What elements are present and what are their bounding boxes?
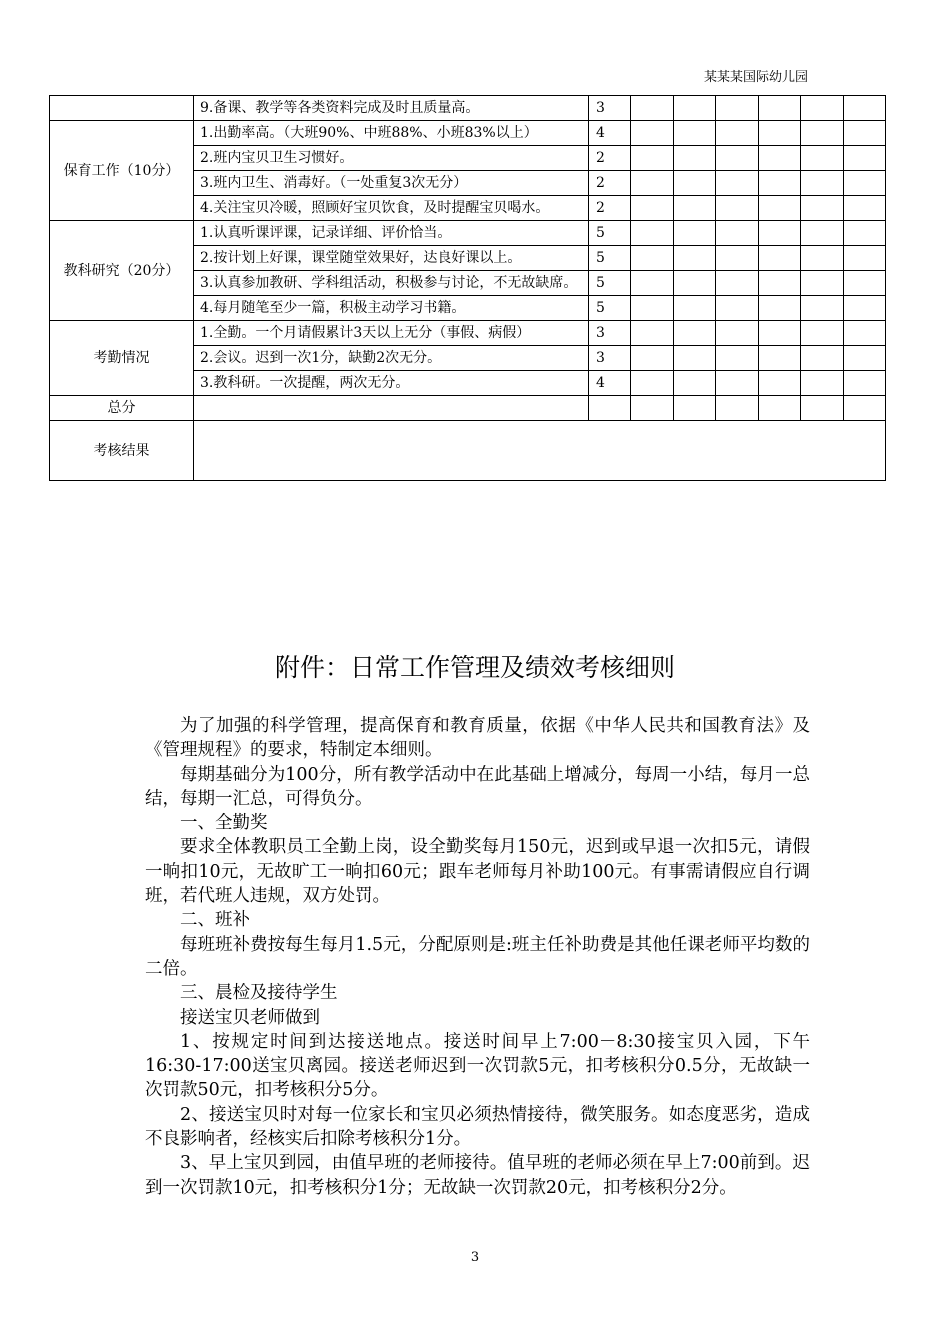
score-cell bbox=[716, 396, 759, 421]
score-cell bbox=[674, 96, 716, 121]
max-score: 2 bbox=[589, 196, 631, 221]
result-row bbox=[50, 421, 886, 481]
score-cell bbox=[801, 346, 844, 371]
max-score: 4 bbox=[589, 121, 631, 146]
score-cell bbox=[759, 246, 801, 271]
score-cell bbox=[674, 346, 716, 371]
score-cell bbox=[759, 196, 801, 221]
score-cell bbox=[801, 246, 844, 271]
score-cell bbox=[674, 196, 716, 221]
score-cell bbox=[801, 371, 844, 396]
body-paragraph: 一、全勤奖 bbox=[180, 813, 268, 834]
criteria-item: 1.认真听课评课，记录详细、评价恰当。 bbox=[194, 221, 589, 246]
score-cell bbox=[759, 321, 801, 346]
score-cell bbox=[801, 296, 844, 321]
score-cell bbox=[631, 321, 674, 346]
score-cell bbox=[631, 96, 674, 121]
total-value bbox=[194, 396, 589, 421]
body-paragraph: 接送宝贝老师做到 bbox=[180, 1007, 320, 1028]
score-cell bbox=[631, 371, 674, 396]
score-cell bbox=[631, 146, 674, 171]
body-paragraph: 每班班补费按每生每月1.5元，分配原则是:班主任补助费是其他任课老师平均数的二倍。 bbox=[145, 934, 810, 979]
body-paragraph: 2、接送宝贝时对每一位家长和宝贝必须热情接待，微笑服务。如态度恶劣，造成不良影响者，经核实后扣除考核积分1分。 bbox=[145, 1104, 810, 1150]
score-cell bbox=[844, 346, 886, 371]
score-cell bbox=[801, 221, 844, 246]
score-cell bbox=[716, 221, 759, 246]
max-score: 2 bbox=[589, 171, 631, 196]
score-cell bbox=[844, 146, 886, 171]
category-cell: 教科研究（20分） bbox=[50, 221, 194, 321]
max-score: 5 bbox=[589, 221, 631, 246]
score-cell bbox=[674, 171, 716, 196]
score-cell bbox=[759, 396, 801, 421]
score-cell bbox=[844, 321, 886, 346]
score-cell bbox=[844, 296, 886, 321]
score-cell bbox=[589, 396, 631, 421]
score-cell bbox=[674, 296, 716, 321]
score-cell bbox=[631, 121, 674, 146]
score-cell bbox=[844, 246, 886, 271]
score-cell bbox=[716, 196, 759, 221]
score-cell bbox=[759, 121, 801, 146]
score-cell bbox=[716, 321, 759, 346]
table-row bbox=[50, 96, 886, 121]
score-cell bbox=[759, 371, 801, 396]
result-label: 考核结果 bbox=[50, 421, 194, 481]
score-cell bbox=[631, 246, 674, 271]
evaluation-table bbox=[49, 95, 886, 481]
score-cell bbox=[759, 346, 801, 371]
header-org-name: 某某某国际幼儿园 bbox=[703, 70, 808, 85]
score-cell bbox=[844, 96, 886, 121]
score-cell bbox=[716, 271, 759, 296]
score-cell bbox=[844, 221, 886, 246]
criteria-item: 9.备课、教学等各类资料完成及时且质量高。 bbox=[194, 96, 589, 121]
score-cell bbox=[674, 371, 716, 396]
score-cell bbox=[844, 396, 886, 421]
score-cell bbox=[716, 146, 759, 171]
max-score: 3 bbox=[589, 321, 631, 346]
score-cell bbox=[801, 171, 844, 196]
body-paragraph: 二、班补 bbox=[180, 910, 250, 931]
category-cell: 保育工作（10分） bbox=[50, 121, 194, 221]
score-cell bbox=[801, 196, 844, 221]
score-cell bbox=[631, 396, 674, 421]
score-cell bbox=[716, 246, 759, 271]
score-cell bbox=[844, 121, 886, 146]
score-cell bbox=[674, 146, 716, 171]
category-cell bbox=[50, 96, 194, 121]
score-cell bbox=[759, 96, 801, 121]
page-number: 3 bbox=[470, 1250, 480, 1265]
body-paragraph: 为了加强的科学管理，提高保育和教育质量，依据《中华人民共和国教育法》及《管理规程》的要求，特制定本细则。 bbox=[145, 716, 810, 761]
score-cell bbox=[716, 121, 759, 146]
score-cell bbox=[716, 171, 759, 196]
score-cell bbox=[674, 271, 716, 296]
score-cell bbox=[674, 396, 716, 421]
score-cell bbox=[801, 396, 844, 421]
score-cell bbox=[844, 171, 886, 196]
body-paragraph: 每期基础分为100分，所有教学活动中在此基础上增减分，每周一小结，每月一总结，每期一汇总，可得负分。 bbox=[145, 764, 810, 809]
score-cell bbox=[759, 271, 801, 296]
score-cell bbox=[801, 96, 844, 121]
score-cell bbox=[844, 271, 886, 296]
score-cell bbox=[631, 171, 674, 196]
score-cell bbox=[631, 271, 674, 296]
criteria-item: 1.出勤率高。（大班90%、中班88%、小班83%以上） bbox=[194, 121, 589, 146]
body-paragraph: 三、晨检及接待学生 bbox=[180, 983, 338, 1004]
score-cell bbox=[674, 321, 716, 346]
body-paragraph: 1、按规定时间到达接送地点。接送时间早上7:00－8:30接宝贝入园，下午16:30-17:00送宝贝离园。接送老师迟到一次罚款5元，扣考核积分0.5分，无故缺一次罚款50元，扣考核积分5分。 bbox=[145, 1031, 810, 1101]
max-score: 3 bbox=[589, 346, 631, 371]
score-cell bbox=[759, 171, 801, 196]
criteria-item: 4.每月随笔至少一篇，积极主动学习书籍。 bbox=[194, 296, 589, 321]
criteria-item: 1.全勤。一个月请假累计3天以上无分（事假、病假） bbox=[194, 321, 589, 346]
score-cell bbox=[801, 271, 844, 296]
score-cell bbox=[844, 371, 886, 396]
total-label: 总分 bbox=[50, 396, 194, 421]
criteria-item: 4.关注宝贝冷暖，照顾好宝贝饮食，及时提醒宝贝喝水。 bbox=[194, 196, 589, 221]
category-cell: 考勤情况 bbox=[50, 321, 194, 396]
score-cell bbox=[801, 121, 844, 146]
score-cell bbox=[716, 96, 759, 121]
score-cell bbox=[716, 296, 759, 321]
criteria-item: 2.班内宝贝卫生习惯好。 bbox=[194, 146, 589, 171]
result-value bbox=[194, 421, 886, 481]
score-cell bbox=[631, 296, 674, 321]
score-cell bbox=[674, 221, 716, 246]
document-body bbox=[145, 714, 810, 1200]
score-cell bbox=[631, 346, 674, 371]
score-cell bbox=[716, 371, 759, 396]
max-score: 2 bbox=[589, 146, 631, 171]
criteria-item: 2.按计划上好课，课堂随堂效果好，达良好课以上。 bbox=[194, 246, 589, 271]
max-score: 3 bbox=[589, 96, 631, 121]
criteria-item: 3.班内卫生、消毒好。（一处重复3次无分） bbox=[194, 171, 589, 196]
max-score: 5 bbox=[589, 296, 631, 321]
score-cell bbox=[759, 221, 801, 246]
score-cell bbox=[674, 246, 716, 271]
document-title: 附件：日常工作管理及绩效考核细则 bbox=[274, 653, 675, 682]
table-row bbox=[50, 121, 886, 146]
criteria-item: 3.教科研。一次提醒，两次无分。 bbox=[194, 371, 589, 396]
max-score: 5 bbox=[589, 271, 631, 296]
criteria-item: 2.会议。迟到一次1分，缺勤2次无分。 bbox=[194, 346, 589, 371]
score-cell bbox=[631, 196, 674, 221]
score-cell bbox=[844, 196, 886, 221]
table-row bbox=[50, 321, 886, 346]
score-cell bbox=[759, 146, 801, 171]
total-row bbox=[50, 396, 886, 421]
max-score: 5 bbox=[589, 246, 631, 271]
body-paragraph: 要求全体教职员工全勤上岗，设全勤奖每月150元，迟到或早退一次扣5元，请假一晌扣10元，无故旷工一晌扣60元；跟车老师每月补助100元。有事需请假应自行调班，若代班人违规，双方处罚。 bbox=[145, 837, 810, 907]
score-cell bbox=[759, 296, 801, 321]
criteria-item: 3.认真参加教研、学科组活动，积极参与讨论，不无故缺席。 bbox=[194, 271, 589, 296]
max-score: 4 bbox=[589, 371, 631, 396]
body-paragraph: 3、早上宝贝到园，由值早班的老师接待。值早班的老师必须在早上7:00前到。迟到一次罚款10元，扣考核积分1分；无故缺一次罚款20元，扣考核积分2分。 bbox=[145, 1153, 810, 1198]
score-cell bbox=[716, 346, 759, 371]
score-cell bbox=[631, 221, 674, 246]
table-row bbox=[50, 221, 886, 246]
score-cell bbox=[674, 121, 716, 146]
score-cell bbox=[801, 321, 844, 346]
score-cell bbox=[801, 146, 844, 171]
